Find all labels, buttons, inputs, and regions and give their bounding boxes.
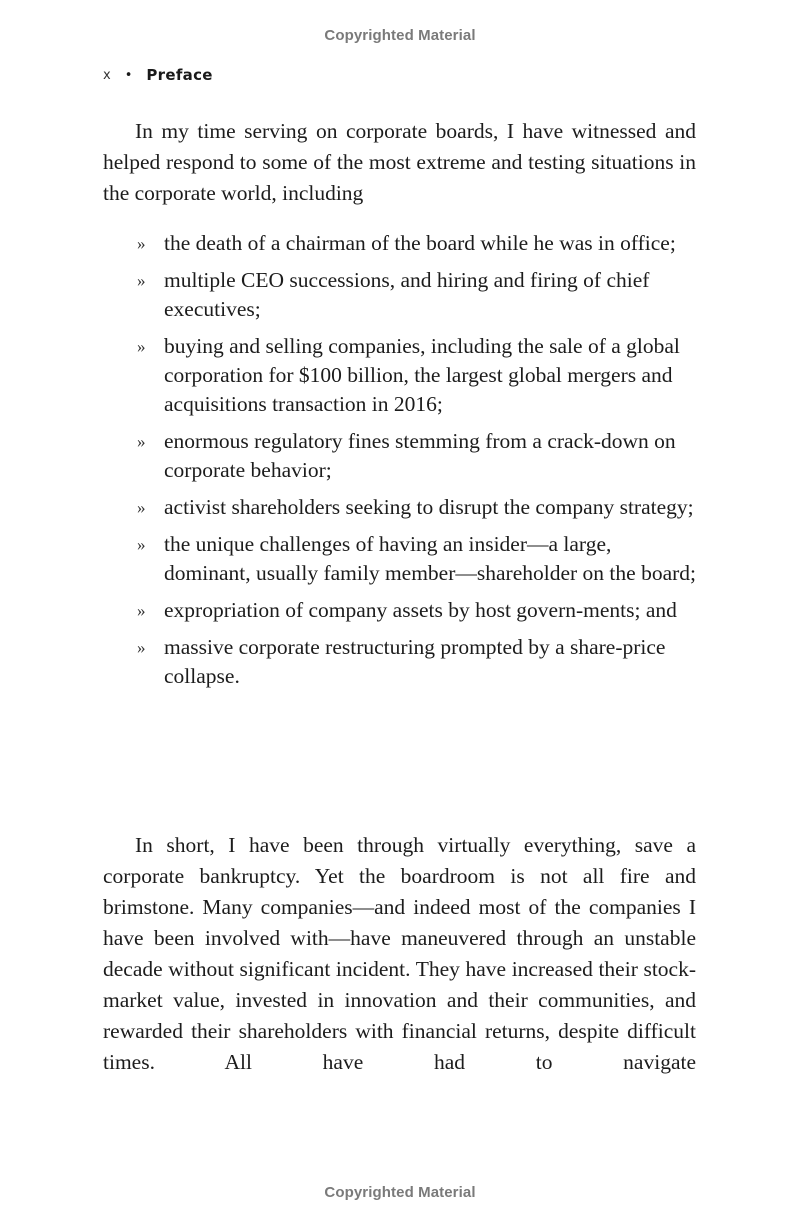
guillemet-bullet-icon: » bbox=[137, 498, 146, 517]
list-item-text: multiple CEO successions, and hiring and firing of chief executives; bbox=[164, 268, 650, 321]
paragraph-summary: In short, I have been through virtually everything, save a corporate bankruptcy. Yet the boardroom is not all fire and brimstone. Many companies—and indeed most of the companies I have been involved with—have maneuvered through an unstable decade without significant incident. They have increased their stock-market value, invested in innovation and their communities, and rewarded their shareholders with financial returns, despite difficult times. All have had to navigate bbox=[103, 833, 696, 1074]
list-item-text: massive corporate restructuring prompted by a share-price collapse. bbox=[164, 635, 666, 688]
list-item-text: buying and selling companies, including the sale of a global corporation for $100 billion, the largest global mergers and acquisitions transaction in 2016; bbox=[164, 334, 680, 416]
bullet-separator-icon: • bbox=[124, 67, 133, 83]
list-item bbox=[137, 530, 697, 588]
section-title: Preface bbox=[146, 66, 213, 84]
list-item-text: enormous regulatory fines stemming from a crack-down on corporate behavior; bbox=[164, 429, 676, 482]
guillemet-bullet-icon: » bbox=[137, 432, 146, 451]
running-head bbox=[103, 66, 213, 84]
list-item-text: expropriation of company assets by host govern-ments; and bbox=[164, 598, 677, 622]
page-number: x bbox=[103, 67, 111, 83]
list-item bbox=[137, 596, 697, 625]
bullet-list bbox=[137, 229, 697, 699]
paragraph-intro: In my time serving on corporate boards, I have witnessed and helped respond to some of the most extreme and testing situations in the corporate world, including bbox=[103, 119, 696, 205]
guillemet-bullet-icon: » bbox=[137, 271, 146, 290]
copyright-watermark-bottom: Copyrighted Material bbox=[324, 1184, 476, 1201]
guillemet-bullet-icon: » bbox=[137, 601, 146, 620]
list-item-text: activist shareholders seeking to disrupt the company strategy; bbox=[164, 495, 694, 519]
list-item-text: the death of a chairman of the board while he was in office; bbox=[164, 231, 676, 255]
guillemet-bullet-icon: » bbox=[137, 535, 146, 554]
guillemet-bullet-icon: » bbox=[137, 638, 146, 657]
list-item bbox=[137, 493, 697, 522]
list-item bbox=[137, 229, 697, 258]
list-item bbox=[137, 332, 697, 419]
list-item-text: the unique challenges of having an insider—a large, dominant, usually family member—shareholder on the board; bbox=[164, 532, 696, 585]
list-item bbox=[137, 633, 697, 691]
guillemet-bullet-icon: » bbox=[137, 234, 146, 253]
guillemet-bullet-icon: » bbox=[137, 337, 146, 356]
list-item bbox=[137, 427, 697, 485]
copyright-watermark-top: Copyrighted Material bbox=[324, 27, 476, 44]
list-item bbox=[137, 266, 697, 324]
